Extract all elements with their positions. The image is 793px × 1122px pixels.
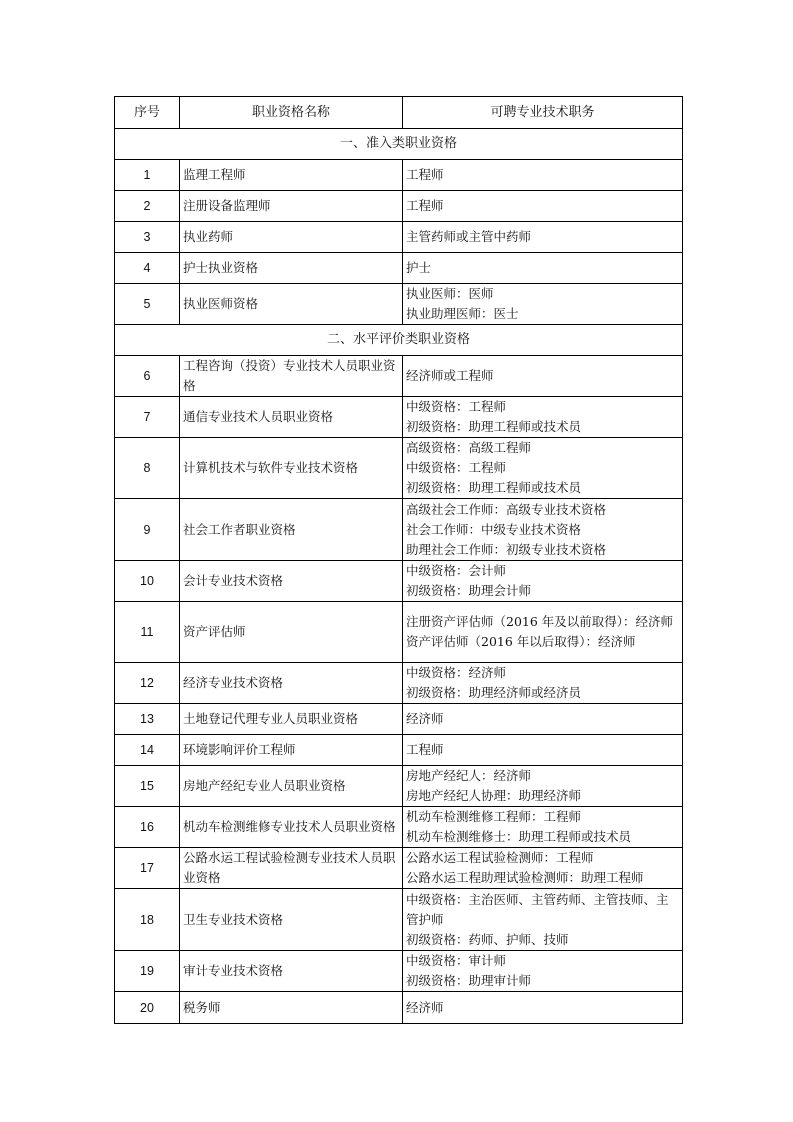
table-row	[115, 848, 683, 889]
position-line: 高级资格：高级工程师	[406, 440, 532, 455]
table-row	[115, 438, 683, 499]
qualification-name: 通信专业技术人员职业资格	[180, 397, 403, 438]
position-line: 注册资产评估师（2016 年及以前取得）：经济师	[406, 614, 674, 629]
qualification-name: 会计专业技术资格	[180, 561, 403, 602]
position-line: 资产评估师（2016 年以后取得）：经济师	[406, 634, 636, 649]
position-line: 初级资格：助理工程师或技术员	[406, 480, 582, 495]
row-number: 8	[115, 438, 180, 499]
row-number: 13	[115, 704, 180, 735]
table-row	[115, 253, 683, 284]
table-row	[115, 663, 683, 704]
row-number: 5	[115, 284, 180, 325]
position-line: 中级资格：经济师	[406, 665, 507, 680]
position-line: 房地产经纪人协理：助理经济师	[406, 788, 582, 803]
position-line: 房地产经纪人：经济师	[406, 768, 532, 783]
position-line: 助理社会工作师：初级专业技术资格	[406, 541, 607, 557]
row-number: 9	[115, 499, 180, 561]
position-cell	[403, 191, 683, 222]
position-line: 初级资格：助理审计师	[406, 973, 532, 988]
position-line: 机动车检测维修工程师：工程师	[406, 809, 582, 824]
position-cell	[403, 889, 683, 951]
position-cell	[403, 766, 683, 807]
position-cell	[403, 704, 683, 735]
qualification-name: 工程咨询（投资）专业技术人员职业资格	[180, 356, 403, 397]
table-row	[115, 735, 683, 766]
row-number: 11	[115, 602, 180, 663]
table-row	[115, 807, 683, 848]
qualification-name: 执业药师	[180, 222, 403, 253]
position-line: 工程师	[406, 198, 444, 213]
position-cell	[403, 253, 683, 284]
position-cell	[403, 602, 683, 663]
position-line: 初级资格：助理经济师或经济员	[406, 685, 582, 700]
position-line: 社会工作师：中级专业技术资格	[406, 521, 582, 537]
position-line: 公路水运工程试验检测师：工程师	[406, 850, 594, 865]
qualification-name: 执业医师资格	[180, 284, 403, 325]
qualification-name: 计算机技术与软件专业技术资格	[180, 438, 403, 499]
position-cell	[403, 499, 683, 561]
position-line: 执业助理医师：医士	[406, 306, 519, 321]
position-line: 初级资格：药师、护师、技师	[406, 931, 569, 947]
position-line: 中级资格：会计师	[406, 563, 507, 578]
position-line: 工程师	[406, 742, 444, 757]
position-line: 经济师或工程师	[406, 368, 494, 383]
position-line: 公路水运工程助理试验检测师：助理工程师	[406, 870, 644, 885]
table-row	[115, 602, 683, 663]
table-header-row	[115, 97, 683, 129]
table-row	[115, 397, 683, 438]
position-cell	[403, 397, 683, 438]
qualification-name: 土地登记代理专业人员职业资格	[180, 704, 403, 735]
position-cell	[403, 284, 683, 325]
table-row	[115, 766, 683, 807]
position-line: 中级资格：审计师	[406, 953, 507, 968]
position-line: 工程师	[406, 167, 444, 182]
row-number: 10	[115, 561, 180, 602]
position-cell	[403, 222, 683, 253]
position-cell	[403, 807, 683, 848]
row-number: 7	[115, 397, 180, 438]
row-number: 18	[115, 889, 180, 951]
row-number: 16	[115, 807, 180, 848]
header-qualification-name: 职业资格名称	[180, 97, 403, 129]
row-number: 6	[115, 356, 180, 397]
qualification-name: 审计专业技术资格	[180, 951, 403, 992]
row-number: 19	[115, 951, 180, 992]
position-line: 执业医师：医师	[406, 286, 494, 301]
position-line: 护士	[406, 260, 432, 275]
qualification-name: 监理工程师	[180, 160, 403, 191]
section-row	[115, 325, 683, 356]
table-row	[115, 704, 683, 735]
position-cell	[403, 561, 683, 602]
table-row	[115, 356, 683, 397]
position-cell	[403, 951, 683, 992]
table-row	[115, 951, 683, 992]
row-number: 15	[115, 766, 180, 807]
position-cell	[403, 160, 683, 191]
row-number: 3	[115, 222, 180, 253]
position-line: 机动车检测维修士：助理工程师或技术员	[406, 829, 632, 844]
qualification-name: 经济专业技术资格	[180, 663, 403, 704]
row-number: 17	[115, 848, 180, 889]
row-number: 14	[115, 735, 180, 766]
table-row	[115, 992, 683, 1024]
position-line: 初级资格：助理工程师或技术员	[406, 419, 582, 434]
qualification-name: 公路水运工程试验检测专业技术人员职业资格	[180, 848, 403, 889]
qualification-name: 社会工作者职业资格	[180, 499, 403, 561]
header-number: 序号	[115, 97, 180, 129]
qualification-name: 机动车检测维修专业技术人员职业资格	[180, 807, 403, 848]
qualification-name: 卫生专业技术资格	[180, 889, 403, 951]
position-cell	[403, 356, 683, 397]
position-line: 高级社会工作师：高级专业技术资格	[406, 501, 607, 517]
qualification-name: 税务师	[180, 992, 403, 1024]
position-line: 主管药师或主管中药师	[406, 229, 532, 244]
section-row	[115, 129, 683, 160]
qualification-name: 注册设备监理师	[180, 191, 403, 222]
position-line: 初级资格：助理会计师	[406, 583, 532, 598]
row-number: 12	[115, 663, 180, 704]
header-position: 可聘专业技术职务	[403, 97, 683, 129]
position-line: 经济师	[406, 999, 444, 1015]
table-body	[115, 129, 683, 1024]
position-line: 中级资格：主治医师、主管药师、主管技师、主管护师	[406, 891, 669, 927]
table-row	[115, 191, 683, 222]
table-row	[115, 889, 683, 951]
qualification-name: 护士执业资格	[180, 253, 403, 284]
position-cell	[403, 848, 683, 889]
row-number: 20	[115, 992, 180, 1024]
qualification-name: 房地产经纪专业人员职业资格	[180, 766, 403, 807]
position-line: 中级资格：工程师	[406, 399, 507, 414]
position-line: 经济师	[406, 711, 444, 726]
table-row	[115, 222, 683, 253]
qualification-name: 环境影响评价工程师	[180, 735, 403, 766]
table-row	[115, 160, 683, 191]
qualification-name: 资产评估师	[180, 602, 403, 663]
row-number: 4	[115, 253, 180, 284]
section-title: 二、水平评价类职业资格	[115, 325, 683, 356]
qualification-table	[114, 96, 683, 1024]
table-row	[115, 499, 683, 561]
row-number: 2	[115, 191, 180, 222]
section-title: 一、准入类职业资格	[115, 129, 683, 160]
table-row	[115, 561, 683, 602]
position-cell	[403, 992, 683, 1024]
position-cell	[403, 735, 683, 766]
row-number: 1	[115, 160, 180, 191]
table-row	[115, 284, 683, 325]
position-cell	[403, 663, 683, 704]
position-line: 中级资格：工程师	[406, 460, 507, 475]
position-cell	[403, 438, 683, 499]
